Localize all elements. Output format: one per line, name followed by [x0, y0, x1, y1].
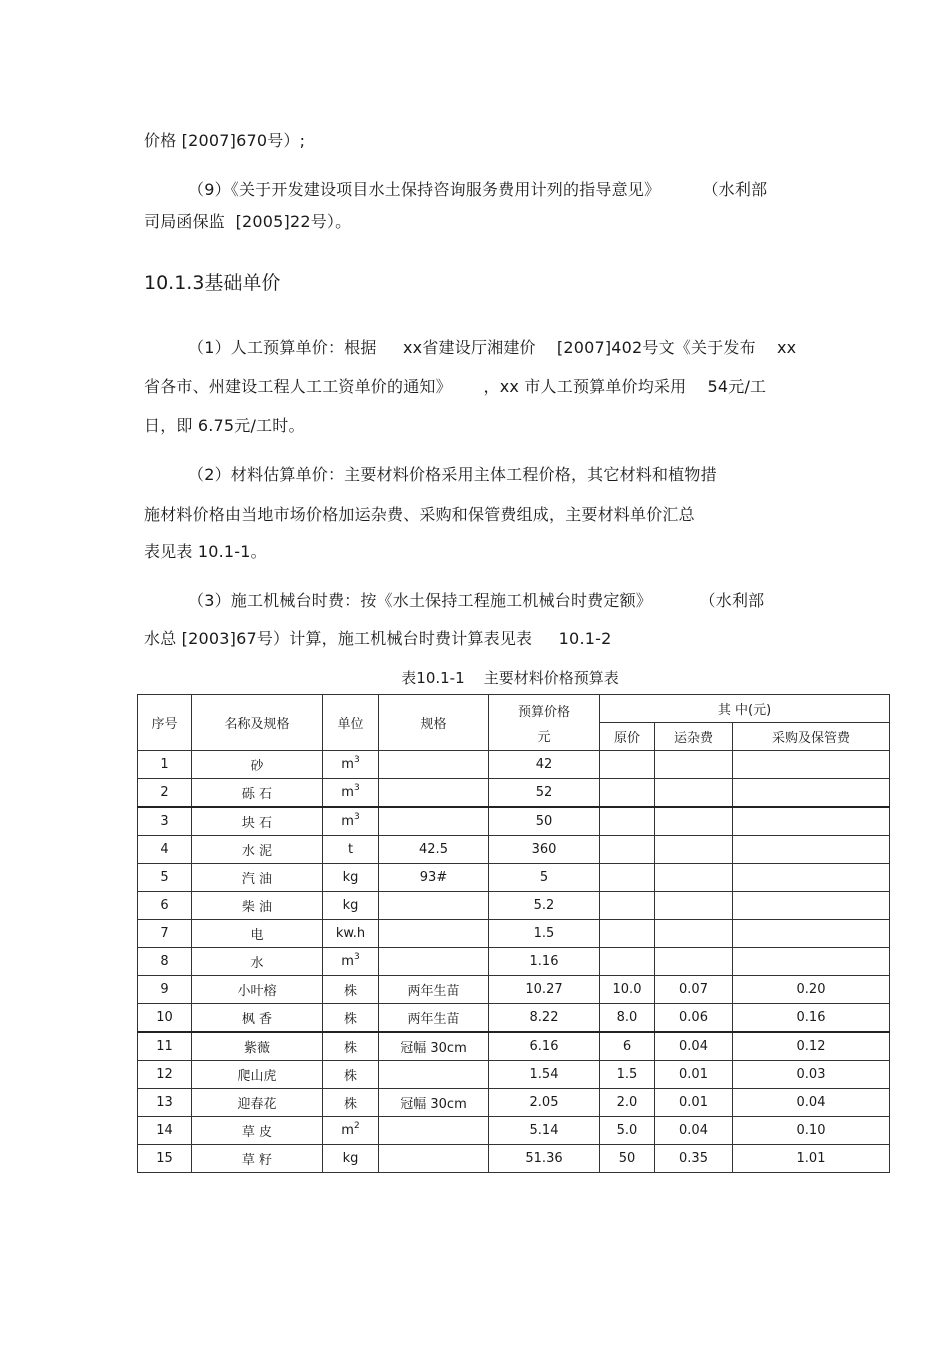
cell-no: 12 [138, 1061, 192, 1089]
cell-orig: 8.0 [600, 1004, 655, 1033]
cell-price: 8.22 [489, 1004, 600, 1033]
cell-freight: 0.35 [655, 1145, 733, 1173]
text-line-item-9: （9）《关于开发建设项目水土保持咨询服务费用计列的指导意见》 （水利部 [188, 180, 768, 199]
cell-name: 电 [192, 920, 323, 948]
cell-unit [323, 751, 379, 779]
cell-unit [323, 1061, 379, 1089]
cell-price: 2.05 [489, 1089, 600, 1117]
table-row [138, 864, 890, 892]
header-storage: 采购及保管费 [733, 723, 890, 751]
text-line-price-ref: 价格 [2007]670号）; [144, 131, 306, 150]
table-row [138, 836, 890, 864]
cell-storage [733, 836, 890, 864]
cell-freight [655, 836, 733, 864]
cell-orig [600, 836, 655, 864]
cell-price: 50 [489, 807, 600, 836]
unit-sup: 3 [353, 783, 360, 793]
cell-unit [323, 1032, 379, 1061]
unit-base: 株 [343, 984, 357, 999]
cell-spec: 冠幅 30cm [379, 1032, 489, 1061]
cell-spec: 两年生苗 [379, 976, 489, 1004]
cell-no: 2 [138, 779, 192, 808]
cell-storage: 0.03 [733, 1061, 890, 1089]
cell-storage [733, 920, 890, 948]
text-labor-price-l1: （1）人工预算单价：根据 xx省建设厅湘建价 [2007]402号文《关于发布 xx [188, 338, 797, 357]
header-freight: 运杂费 [655, 723, 733, 751]
cell-unit [323, 836, 379, 864]
cell-storage: 0.20 [733, 976, 890, 1004]
unit-base: 株 [343, 1041, 357, 1056]
cell-spec [379, 1061, 489, 1089]
cell-freight: 0.01 [655, 1089, 733, 1117]
cell-spec [379, 1117, 489, 1145]
cell-name: 块 石 [192, 807, 323, 836]
cell-unit [323, 864, 379, 892]
cell-storage: 0.10 [733, 1117, 890, 1145]
cell-spec: 两年生苗 [379, 1004, 489, 1033]
cell-no: 14 [138, 1117, 192, 1145]
cell-orig: 5.0 [600, 1117, 655, 1145]
unit-base: m [341, 1123, 354, 1138]
cell-name: 草 皮 [192, 1117, 323, 1145]
cell-unit [323, 920, 379, 948]
cell-spec [379, 779, 489, 808]
cell-price: 1.54 [489, 1061, 600, 1089]
cell-unit [323, 1145, 379, 1173]
header-price-line2: 元 [537, 729, 551, 745]
cell-orig: 2.0 [600, 1089, 655, 1117]
unit-sup: 3 [353, 812, 360, 822]
cell-no: 15 [138, 1145, 192, 1173]
cell-storage: 0.04 [733, 1089, 890, 1117]
unit-base: m [341, 954, 354, 969]
cell-no: 10 [138, 1004, 192, 1033]
cell-spec [379, 807, 489, 836]
cell-spec [379, 1145, 489, 1173]
cell-freight [655, 920, 733, 948]
cell-freight: 0.04 [655, 1032, 733, 1061]
table-row [138, 976, 890, 1004]
table-row [138, 1004, 890, 1033]
cell-price: 360 [489, 836, 600, 864]
cell-price: 51.36 [489, 1145, 600, 1173]
cell-storage: 0.12 [733, 1032, 890, 1061]
cell-name: 柴 油 [192, 892, 323, 920]
table-row [138, 1117, 890, 1145]
cell-storage [733, 779, 890, 808]
header-orig: 原价 [600, 723, 655, 751]
cell-unit [323, 976, 379, 1004]
cell-storage: 1.01 [733, 1145, 890, 1173]
table-row [138, 807, 890, 836]
text-labor-price-l3: 日，即 6.75元/工时。 [144, 416, 305, 435]
cell-spec: 42.5 [379, 836, 489, 864]
table-row [138, 751, 890, 779]
header-price [489, 695, 600, 751]
cell-name: 汽 油 [192, 864, 323, 892]
table-row [138, 779, 890, 808]
cell-name: 迎春花 [192, 1089, 323, 1117]
unit-sup: 3 [353, 952, 360, 962]
text-material-price-l2: 施材料价格由当地市场价格加运杂费、采购和保管费组成，主要材料单价汇总 [144, 505, 695, 524]
cell-storage [733, 892, 890, 920]
cell-price: 5.2 [489, 892, 600, 920]
cell-price: 1.5 [489, 920, 600, 948]
cell-storage [733, 751, 890, 779]
cell-unit [323, 892, 379, 920]
text-machine-fee-l1: （3）施工机械台时费：按《水土保持工程施工机械台时费定额》 （水利部 [188, 591, 765, 610]
cell-price: 5 [489, 864, 600, 892]
cell-freight [655, 807, 733, 836]
cell-orig [600, 779, 655, 808]
cell-no: 3 [138, 807, 192, 836]
table-row [138, 1061, 890, 1089]
cell-unit [323, 1089, 379, 1117]
unit-base: 株 [343, 1097, 357, 1112]
table-row [138, 1032, 890, 1061]
table-caption: 表10.1-1 主要材料价格预算表 [401, 669, 619, 687]
cell-orig: 10.0 [600, 976, 655, 1004]
cell-storage [733, 948, 890, 976]
cell-name: 水 泥 [192, 836, 323, 864]
cell-price: 10.27 [489, 976, 600, 1004]
header-spec: 规格 [379, 695, 489, 751]
cell-name: 砂 [192, 751, 323, 779]
unit-base: m [341, 785, 354, 800]
cell-freight: 0.01 [655, 1061, 733, 1089]
cell-unit [323, 807, 379, 836]
header-name: 名称及规格 [192, 695, 323, 751]
cell-freight: 0.07 [655, 976, 733, 1004]
cell-price: 52 [489, 779, 600, 808]
section-heading: 10.1.3基础单价 [144, 272, 281, 294]
cell-no: 11 [138, 1032, 192, 1061]
cell-orig: 6 [600, 1032, 655, 1061]
cell-orig: 1.5 [600, 1061, 655, 1089]
table-row [138, 892, 890, 920]
cell-unit [323, 1117, 379, 1145]
table-row [138, 1089, 890, 1117]
cell-orig [600, 948, 655, 976]
cell-no: 13 [138, 1089, 192, 1117]
table-row [138, 920, 890, 948]
unit-base: kg [342, 1151, 359, 1166]
cell-storage [733, 807, 890, 836]
cell-freight [655, 948, 733, 976]
cell-no: 4 [138, 836, 192, 864]
cell-orig [600, 751, 655, 779]
cell-orig [600, 892, 655, 920]
text-material-price-l1: （2）材料估算单价：主要材料价格采用主体工程价格，其它材料和植物措 [188, 465, 717, 484]
text-machine-fee-l2: 水总 [2003]67号）计算，施工机械台时费计算表见表 10.1-2 [144, 629, 612, 648]
cell-orig [600, 864, 655, 892]
cell-spec [379, 948, 489, 976]
cell-freight [655, 779, 733, 808]
cell-storage [733, 864, 890, 892]
cell-orig: 50 [600, 1145, 655, 1173]
header-breakdown: 其 中(元) [600, 695, 890, 723]
unit-base: 株 [343, 1069, 357, 1084]
cell-no: 1 [138, 751, 192, 779]
cell-orig [600, 807, 655, 836]
text-line-item-9-cont: 司局函保监 [2005]22号）。 [144, 212, 352, 231]
cell-unit [323, 1004, 379, 1033]
cell-spec [379, 892, 489, 920]
cell-price: 6.16 [489, 1032, 600, 1061]
cell-no: 5 [138, 864, 192, 892]
cell-no: 7 [138, 920, 192, 948]
cell-name: 爬山虎 [192, 1061, 323, 1089]
unit-sup: 3 [353, 755, 360, 765]
cell-freight [655, 751, 733, 779]
unit-sup: 2 [353, 1121, 360, 1131]
cell-freight: 0.04 [655, 1117, 733, 1145]
cell-spec [379, 751, 489, 779]
cell-storage: 0.16 [733, 1004, 890, 1033]
cell-price: 42 [489, 751, 600, 779]
unit-base: kg [342, 870, 359, 885]
cell-freight [655, 892, 733, 920]
header-no: 序号 [138, 695, 192, 751]
unit-base: 株 [343, 1012, 357, 1027]
cell-unit [323, 948, 379, 976]
cell-unit [323, 779, 379, 808]
cell-spec: 93# [379, 864, 489, 892]
material-price-table [137, 694, 890, 1173]
header-unit: 单位 [323, 695, 379, 751]
unit-base: t [347, 842, 354, 857]
cell-name: 水 [192, 948, 323, 976]
cell-freight [655, 864, 733, 892]
cell-name: 小叶榕 [192, 976, 323, 1004]
cell-price: 1.16 [489, 948, 600, 976]
cell-orig [600, 920, 655, 948]
text-labor-price-l2: 省各市、州建设工程人工工资单价的通知》 ，xx 市人工预算单价均采用 54元/工 [144, 377, 767, 396]
cell-spec: 冠幅 30cm [379, 1089, 489, 1117]
cell-no: 8 [138, 948, 192, 976]
cell-name: 砾 石 [192, 779, 323, 808]
table-row [138, 948, 890, 976]
cell-price: 5.14 [489, 1117, 600, 1145]
unit-base: m [341, 814, 354, 829]
unit-base: kw.h [335, 926, 366, 941]
cell-name: 紫薇 [192, 1032, 323, 1061]
cell-spec [379, 920, 489, 948]
cell-name: 草 籽 [192, 1145, 323, 1173]
cell-freight: 0.06 [655, 1004, 733, 1033]
table-row [138, 1145, 890, 1173]
cell-name: 枫 香 [192, 1004, 323, 1033]
text-material-price-l3: 表见表 10.1-1。 [144, 542, 267, 561]
header-price-line1: 预算价格 [517, 704, 570, 720]
unit-base: m [341, 757, 354, 772]
unit-base: kg [342, 898, 359, 913]
cell-no: 9 [138, 976, 192, 1004]
cell-no: 6 [138, 892, 192, 920]
